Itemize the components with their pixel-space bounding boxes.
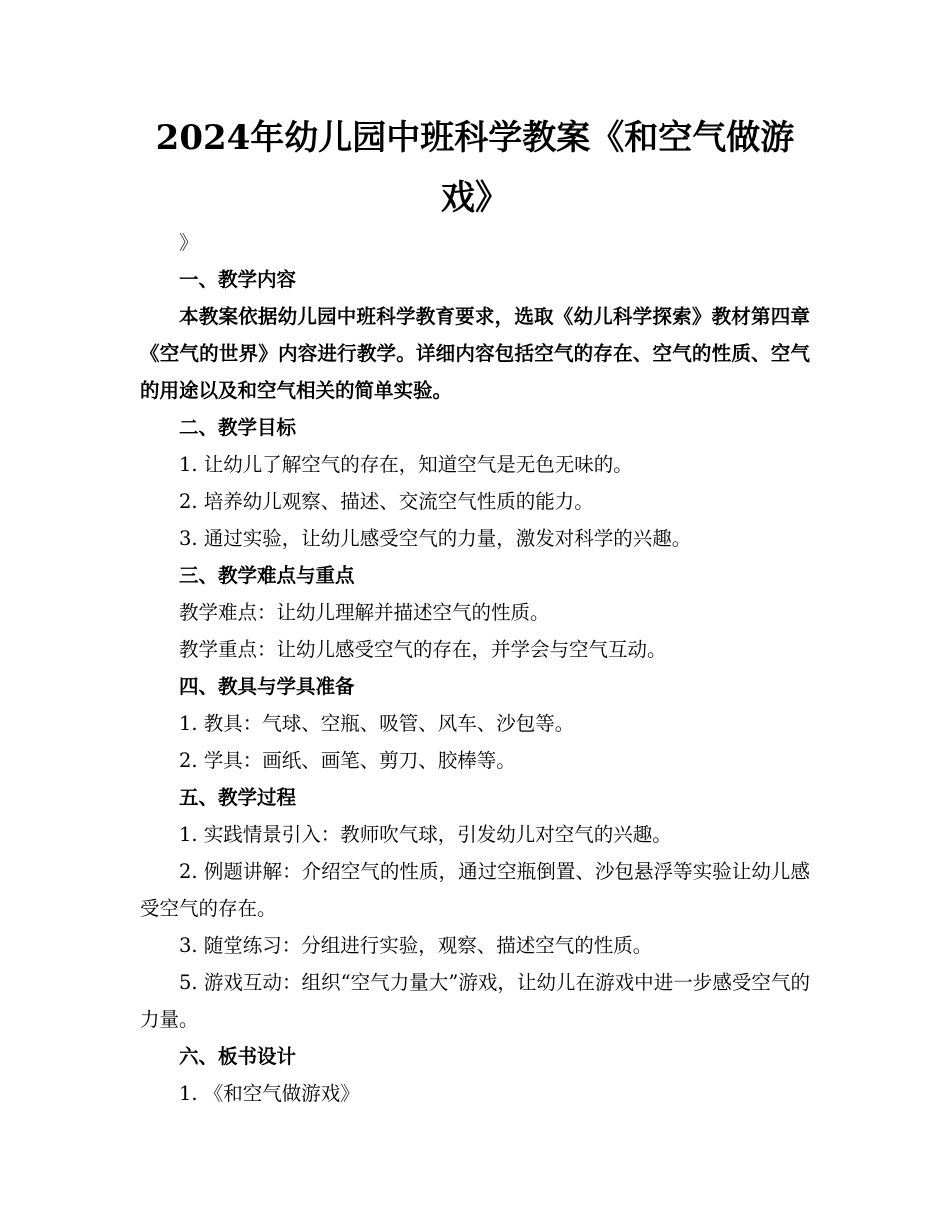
document-body xyxy=(140,224,810,1112)
paragraph: 本教案依据幼儿园中班科学教育要求，选取《幼儿科学探索》教材第四章《空气的世界》内容进行教学。详细内容包括空气的存在、空气的性质、空气的用途以及和空气相关的简单实验。 xyxy=(140,305,810,402)
paragraph: 3. 随堂练习：分组进行实验，观察、描述空气的性质。 xyxy=(179,934,653,957)
paragraph: 2. 例题讲解：介绍空气的性质，通过空瓶倒置、沙包悬浮等实验让幼儿感受空气的存在。 xyxy=(140,860,810,920)
paragraph: 1. 实践情景引入：教师吹气球，引发幼儿对空气的兴趣。 xyxy=(179,823,672,846)
paragraph: 2. 学具：画纸、画笔、剪刀、胶棒等。 xyxy=(179,749,516,772)
paragraph: 教学难点：让幼儿理解并描述空气的性质。 xyxy=(179,601,550,624)
document-title: 2024年幼儿园中班科学教案《和空气做游戏》 xyxy=(155,118,795,218)
paragraph: 1. 《和空气做游戏》 xyxy=(179,1082,360,1105)
section-heading: 三、教学难点与重点 xyxy=(179,564,355,587)
paragraph: 3. 通过实验，让幼儿感受空气的力量，激发对科学的兴趣。 xyxy=(179,527,692,550)
paragraph: 1. 让幼儿了解空气的存在，知道空气是无色无味的。 xyxy=(179,453,633,476)
paragraph: 5. 游戏互动：组织“空气力量大”游戏，让幼儿在游戏中进一步感受空气的力量。 xyxy=(140,971,810,1031)
section-heading: 六、板书设计 xyxy=(179,1045,297,1068)
section-heading: 二、教学目标 xyxy=(179,416,297,439)
paragraph: 教学重点：让幼儿感受空气的存在，并学会与空气互动。 xyxy=(179,638,667,661)
paragraph: 1. 教具：气球、空瓶、吸管、风车、沙包等。 xyxy=(179,712,575,735)
section-heading: 一、教学内容 xyxy=(179,268,297,291)
paragraph: 2. 培养幼儿观察、描述、交流空气性质的能力。 xyxy=(179,490,594,513)
section-heading: 五、教学过程 xyxy=(179,786,297,809)
paragraph: 》 xyxy=(179,231,199,254)
section-heading: 四、教具与学具准备 xyxy=(179,675,355,698)
